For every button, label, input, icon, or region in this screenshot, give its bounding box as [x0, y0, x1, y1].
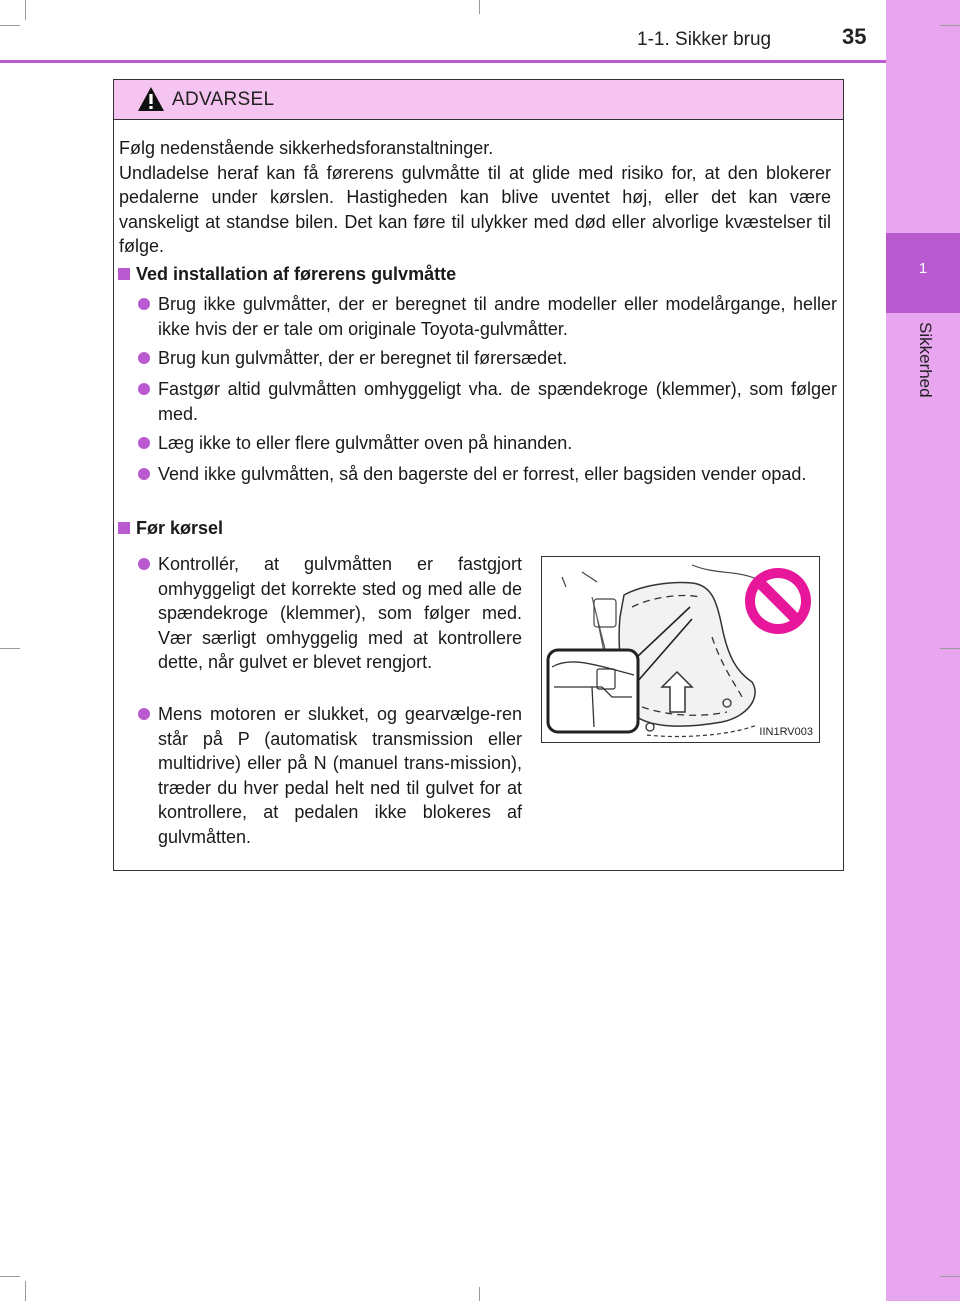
- bullet-dot-icon: [138, 437, 150, 449]
- bullet-dot-icon: [138, 708, 150, 720]
- crop-mark: [940, 648, 960, 649]
- bullet-dot-icon: [138, 298, 150, 310]
- intro-body: Undladelse heraf kan få førerens gulvmåtte til at glide med risiko for, at den blokerer pedalerne under kørslen. Hastigheden kan blive uventet høj, eller det kan være vanskeligt at standse bilen. Det kan føre til ulykker med død eller alvorlige kvæstelser til følge.: [119, 162, 831, 256]
- crop-mark: [25, 1281, 26, 1301]
- crop-mark: [0, 1276, 20, 1277]
- bullet-dot-icon: [138, 352, 150, 364]
- floor-mat-drawing: [542, 557, 818, 741]
- crop-mark: [940, 25, 960, 26]
- list-item: Brug kun gulvmåtter, der er beregnet til førersædet.: [138, 346, 837, 371]
- floor-mat-illustration: [541, 556, 820, 743]
- warning-intro: [119, 136, 831, 259]
- crop-mark: [0, 25, 20, 26]
- crop-mark: [940, 1276, 960, 1277]
- page-number: 35: [842, 24, 867, 49]
- side-strip: [886, 0, 960, 1301]
- warning-box: [113, 79, 844, 871]
- section-title: 1-1. Sikker brug: [637, 29, 772, 50]
- square-bullet-icon: [118, 522, 130, 534]
- square-bullet-icon: [118, 268, 130, 280]
- crop-mark: [0, 648, 20, 649]
- list-item: Læg ikke to eller flere gulvmåtter oven på hinanden.: [138, 431, 837, 456]
- intro-line: Følg nedenstående sikkerhedsforanstaltninger.: [119, 138, 494, 158]
- section-heading-before-driving: Før kørsel: [118, 516, 223, 540]
- bullet-dot-icon: [138, 383, 150, 395]
- warning-triangle-icon: [137, 86, 165, 112]
- warning-header: [114, 80, 843, 120]
- list-item: Vend ikke gulvmåtten, så den bagerste del er forrest, eller bagsiden vender opad.: [138, 462, 837, 487]
- crop-mark: [479, 0, 480, 14]
- section-heading-installation: Ved installation af førerens gulvmåtte: [118, 262, 456, 286]
- chapter-tab-label: Sikkerhed: [916, 322, 935, 398]
- bullet-dot-icon: [138, 468, 150, 480]
- list-item: Kontrollér, at gulvmåtten er fastgjort omhyggeligt det korrekte sted og med alle de spændekroge (klemmer), som følger med. Vær særligt omhyggelig med at kontrollere dette, når gulvet er blevet rengjort.: [138, 552, 522, 675]
- header-rule: [0, 60, 886, 63]
- chapter-tab-number[interactable]: 1: [886, 233, 960, 313]
- list-item: Brug ikke gulvmåtter, der er beregnet til andre modeller eller modelårgange, heller ikke hvis der er tale om originale Toyota-gulvmåtter.: [138, 292, 837, 341]
- list-item: Mens motoren er slukket, og gearvælge-ren står på P (automatisk transmission eller multidrive) eller på N (manuel trans-mission), træder du hver pedal helt ned til gulvet for at kontrollere, at pedalen ikke blokeres af gulvmåtten.: [138, 702, 522, 849]
- bullet-dot-icon: [138, 558, 150, 570]
- figure-code: IIN1RV003: [759, 726, 813, 738]
- warning-title: ADVARSEL: [172, 89, 275, 110]
- crop-mark: [25, 0, 26, 20]
- crop-mark: [479, 1287, 480, 1301]
- list-item: Fastgør altid gulvmåtten omhyggeligt vha. de spændekroge (klemmer), som følger med.: [138, 377, 837, 426]
